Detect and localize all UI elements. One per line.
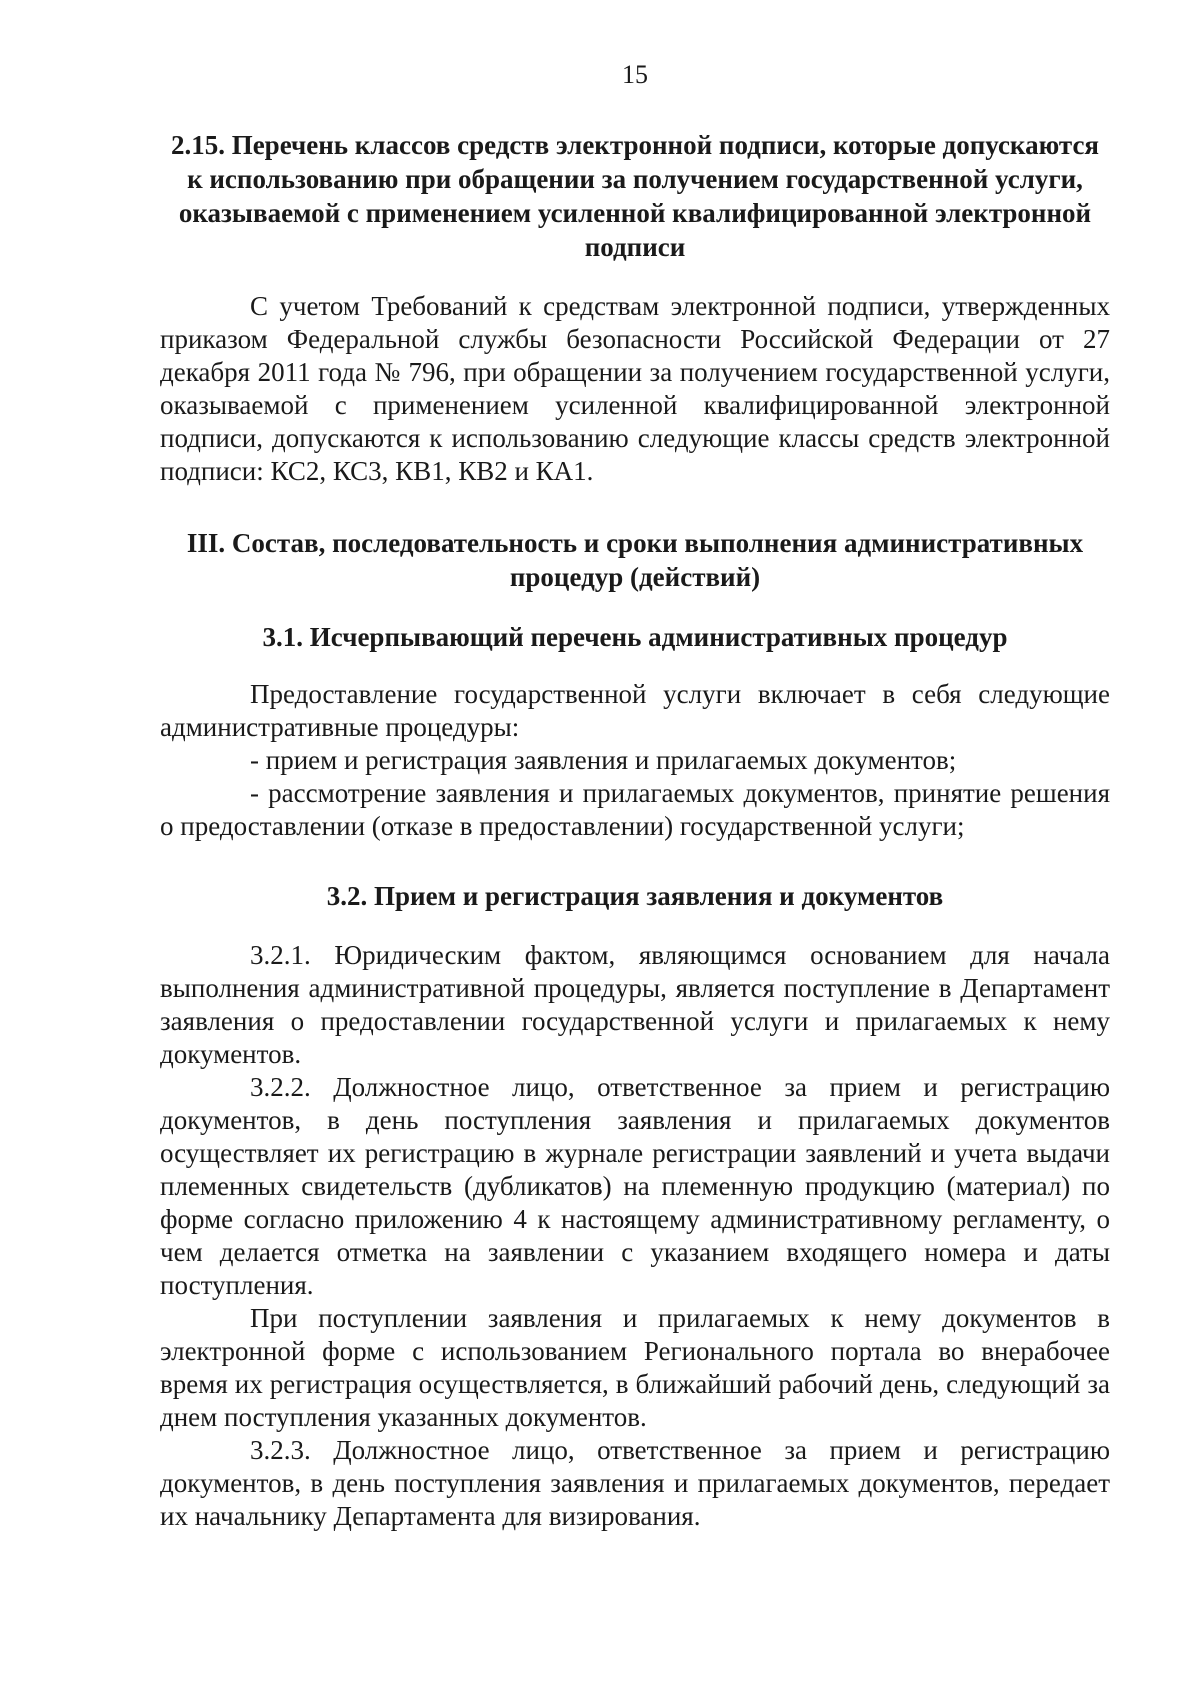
section-2-15-heading: 2.15. Перечень классов средств электронной подписи, которые допускаются к использованию при обращении за получением государственной услуги, оказываемой с применением усиленной квалифицированной электронной подписи <box>170 130 1100 262</box>
paragraph-3-2-1: 3.2.1. Юридическим фактом, являющимся основанием для начала выполнения административной процедуры, является поступление в Департамент заявления о предоставлении государственной услуги и прилагаемых к нему документов. <box>160 940 1110 1069</box>
paragraph-3-2-2: 3.2.2. Должностное лицо, ответственное за прием и регистрацию документов, в день поступления заявления и прилагаемых документов осуществляет их регистрацию в журнале регистрации заявлений и учета выдачи племенных свидетельств (дубликатов) на племенную продукцию (материал) по форме согласно приложению 4 к настоящему административному регламенту, о чем делается отметка на заявлении с указанием входящего номера и даты поступления. <box>160 1072 1110 1300</box>
document-page <box>160 60 1110 1533</box>
section-3-1-heading: 3.1. Исчерпывающий перечень административных процедур <box>262 622 1008 652</box>
section-2-15-paragraph: С учетом Требований к средствам электронной подписи, утвержденных приказом Федеральной службы безопасности Российской Федерации от 27 декабря 2011 года № 796, при обращении за получением государственной услуги, оказываемой с применением усиленной квалифицированной электронной подписи, допускаются к использованию следующие классы средств электронной подписи: КС2, КС3, КВ1, КВ2 и КА1. <box>160 291 1110 486</box>
page-number: 15 <box>622 60 648 89</box>
paragraph-3-2-3: 3.2.3. Должностное лицо, ответственное за прием и регистрацию документов, в день поступления заявления и прилагаемых документов, передает их начальнику Департамента для визирования. <box>160 1435 1110 1531</box>
list-item: - рассмотрение заявления и прилагаемых документов, принятие решения о предоставлении (отказе в предоставлении) государственной услуги; <box>160 778 1110 841</box>
section-3-heading: III. Состав, последовательность и сроки выполнения административных процедур (действий) <box>186 528 1084 592</box>
list-item: - прием и регистрация заявления и прилагаемых документов; <box>250 745 957 775</box>
section-3-2-heading: 3.2. Прием и регистрация заявления и документов <box>326 881 944 911</box>
section-3-1-intro: Предоставление государственной услуги включает в себя следующие административные процедуры: <box>160 679 1110 742</box>
paragraph-electronic-form: При поступлении заявления и прилагаемых к нему документов в электронной форме с использованием Регионального портала во внерабочее время их регистрация осуществляется, в ближайший рабочий день, следующий за днем поступления указанных документов. <box>160 1303 1110 1432</box>
